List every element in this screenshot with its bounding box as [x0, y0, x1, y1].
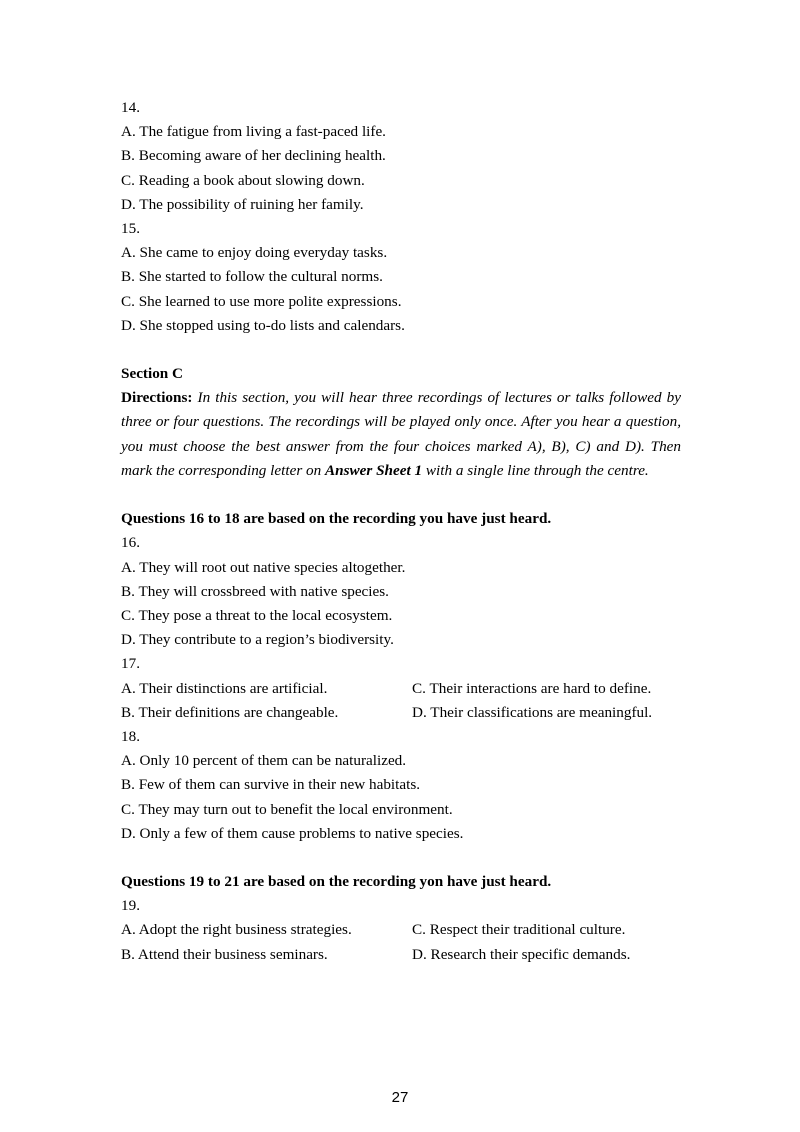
option-c: C. Reading a book about slowing down.	[121, 171, 365, 189]
question-16	[121, 531, 681, 652]
option-b: B. Attend their business seminars.	[121, 945, 328, 963]
directions-paragraph	[121, 386, 681, 483]
option-b: B. They will crossbreed with native species.	[121, 582, 389, 600]
option-d: D. Research their specific demands.	[412, 945, 631, 963]
answer-sheet-label: Answer Sheet 1	[325, 461, 423, 479]
question-18	[121, 725, 681, 846]
option-a: A. Their distinctions are artificial.	[121, 679, 328, 697]
option-c: C. Respect their traditional culture.	[412, 921, 626, 939]
spacer	[121, 846, 681, 870]
directions-label: Directions:	[121, 389, 193, 407]
exam-page-content	[121, 96, 681, 967]
option-a: A. Adopt the right business strategies.	[121, 921, 352, 939]
options-row	[121, 677, 681, 701]
option-d: D. Only a few of them cause problems to native species.	[121, 824, 464, 842]
option-d: D. The possibility of ruining her family.	[121, 195, 364, 213]
section-title: Section C	[121, 365, 184, 383]
option-b: B. Becoming aware of her declining health.	[121, 147, 386, 165]
question-number: 17.	[121, 655, 140, 673]
spacer	[121, 338, 681, 362]
option-d: D. Their classifications are meaningful.	[412, 703, 653, 721]
option-a: A. The fatigue from living a fast-paced life.	[121, 123, 386, 141]
option-c: C. They pose a threat to the local ecosystem.	[121, 607, 393, 624]
question-number: 19.	[121, 897, 140, 915]
spacer	[121, 483, 681, 507]
group-heading-19-21: Questions 19 to 21 are based on the recording yon have just heard.	[121, 873, 552, 891]
option-d: D. She stopped using to-do lists and calendars.	[121, 316, 405, 334]
options-row	[121, 701, 681, 725]
options-row	[121, 918, 681, 942]
option-b: B. Their definitions are changeable.	[121, 703, 339, 721]
question-number: 14.	[121, 99, 140, 116]
question-17	[121, 652, 681, 725]
option-b: B. Few of them can survive in their new habitats.	[121, 776, 421, 794]
option-c: C. She learned to use more polite expressions.	[121, 292, 402, 310]
question-14	[121, 96, 681, 217]
option-a: A. They will root out native species altogether.	[121, 558, 406, 576]
directions-text-end: with a single line through the centre.	[425, 461, 649, 479]
group-heading-16-18: Questions 16 to 18 are based on the recording you have just heard.	[121, 510, 552, 528]
option-b: B. She started to follow the cultural norms.	[121, 268, 383, 286]
page-number: 27	[391, 1089, 409, 1106]
question-15	[121, 217, 681, 338]
option-a: A. She came to enjoy doing everyday tasks.	[121, 244, 388, 262]
option-c: C. Their interactions are hard to define.	[412, 679, 652, 697]
option-d: D. They contribute to a region’s biodiversity.	[121, 631, 394, 649]
question-number: 18.	[121, 727, 140, 745]
question-number: 16.	[121, 534, 140, 552]
options-row	[121, 943, 681, 967]
directions-text: In this section, you will hear three recordings of lectures or talks followed by three or four questions. The recordings will be played only once. After you hear a question, you must choose the best answer from the four choices marked A), B), C) and D). Then mark the corresponding letter on	[121, 389, 682, 479]
option-a: A. Only 10 percent of them can be naturalized.	[121, 752, 407, 770]
option-c: C. They may turn out to benefit the local environment.	[121, 800, 453, 818]
question-19	[121, 894, 681, 967]
question-number: 15.	[121, 219, 140, 237]
